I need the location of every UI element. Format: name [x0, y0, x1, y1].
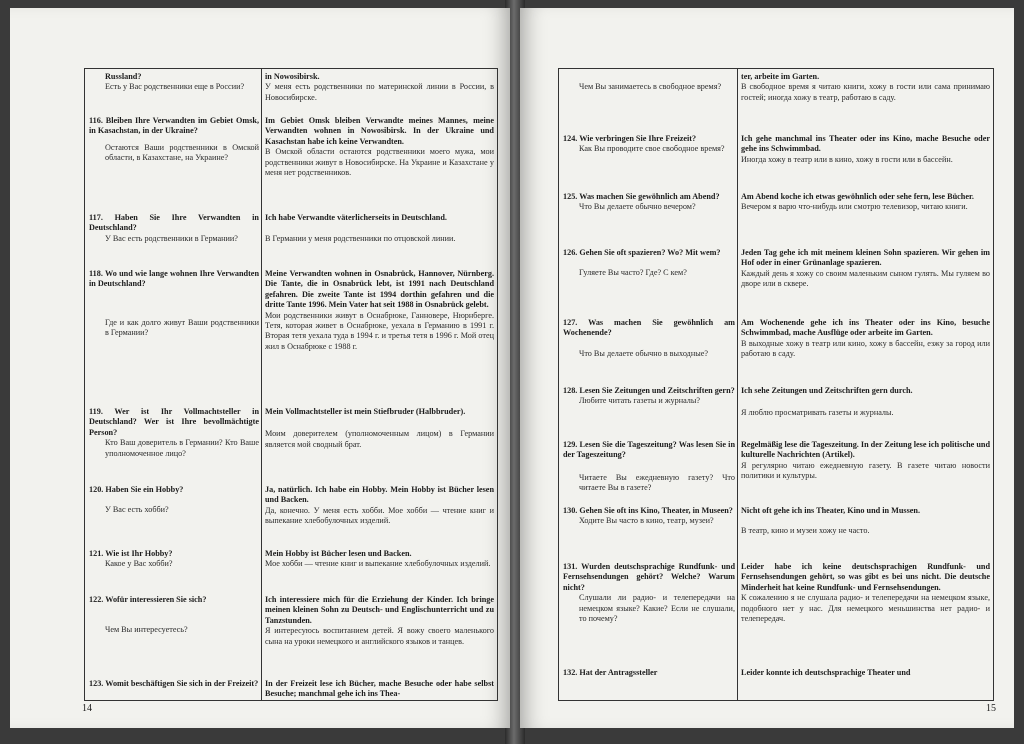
answer-ru: Мои родственники живут в Оснабрюке, Ганновере, Нюрнберге. Тетя, которая живет в Оснабрюке, уехала в Германию в 1991 г. Вторая тетя уехала туда в 1994 г. и третья тетя в 1996 г. Мой отец жил в Оснабрюке с 1988 г.: [265, 310, 494, 351]
question-ru: Чем Вы интересуетесь?: [105, 625, 188, 635]
question-de: 126. Gehen Sie oft spazieren? Wo? Mit wem?: [563, 248, 721, 257]
answer-de: Ich habe Verwandte väterlicherseits in Deutschland.: [265, 213, 447, 222]
answer-ru: Иногда хожу в театр или в кино, хожу в гости или в бассейн.: [741, 154, 953, 164]
answer-de: Mein Hobby ist Bücher lesen und Backen.: [265, 549, 412, 558]
table-row: [559, 386, 993, 440]
question-ru: Ходите Вы часто в кино, театр, музеи?: [579, 516, 714, 526]
answer-de: Am Wochenende gehe ich ins Theater oder ins Kino, besuche Schwimmbad, mache Ausflüge oder arbeite im Garten.: [741, 318, 990, 338]
answer-de: Mein Vollmachtsteller ist mein Stiefbruder (Halbbruder).: [265, 407, 466, 416]
question-ru: Чем Вы занимаетесь в свободное время?: [579, 82, 722, 91]
question-de: 128. Lesen Sie Zeitungen und Zeitschriften gern?: [563, 386, 735, 395]
page-number: 15: [986, 703, 996, 714]
answer-de: Am Abend koche ich etwas gewöhnlich oder sehe fern, lese Bücher.: [741, 192, 974, 201]
answer-de: Nicht oft gehe ich ins Theater, Kino und in Mussen.: [741, 506, 921, 515]
question-de: 120. Haben Sie ein Hobby?: [89, 485, 184, 494]
question-de: 119. Wer ist Ihr Vollmachtsteller in Deutschland? Wer ist Ihre bevollmächtigte Person?: [89, 407, 259, 437]
answer-ru: В Германии у меня родственники по отцовской линии.: [265, 234, 456, 244]
table-row: [85, 213, 497, 269]
table-row: [85, 407, 497, 485]
answer-de: In der Freizeit lese ich Bücher, mache Besuche oder habe selbst Besuche; manchmal gehe ich ins Thea-: [265, 679, 494, 699]
question-de: Russland?: [105, 72, 142, 81]
table-row: [559, 440, 993, 506]
table-row: [559, 562, 993, 668]
answer-ru: Каждый день я хожу со своим маленьким сыном гулять. Мы гуляем во дворе или в сквере.: [741, 268, 990, 289]
answer-ru: В Омской области остаются родственники моего мужа, мои родственники живут в Новосибирске. На Украине и Казахстане у меня нет родственников.: [265, 147, 494, 178]
question-ru: У Вас есть родственники в Германии?: [105, 233, 238, 243]
question-ru: Какое у Вас хобби?: [105, 559, 173, 569]
answer-ru: Да, конечно. У меня есть хобби. Мое хобби — чтение книг и выпекание хлебобулочных изделий.: [265, 505, 494, 526]
question-de: 132. Hat der Antragssteller: [563, 668, 658, 677]
table-row: [559, 248, 993, 318]
table-row: [559, 506, 993, 562]
question-ru: Есть у Вас родственники еще в России?: [105, 82, 245, 92]
answer-de: Meine Verwandten wohnen in Osnabrück, Hannover, Nürnberg. Die Tante, die in Osnabrück lebt, ist 1991 nach Deutschland gefahren. Die zweite Tante ist 1994 dorthin gefahren und die dritte Tante 1996. Mein Vater hat seit 1988 in Osnabrück gelebt.: [265, 269, 494, 310]
question-ru: Читаете Вы ежедневную газету? Что читаете Вы в газете?: [579, 472, 735, 493]
question-de: 117. Haben Sie Ihre Verwandten in Deutschland?: [89, 213, 259, 233]
question-ru: Что Вы делаете обычно вечером?: [579, 202, 696, 212]
right-table: [558, 68, 994, 701]
table-row: [559, 668, 993, 688]
question-de: 130. Gehen Sie oft ins Kino, Theater, in Museen?: [563, 506, 733, 515]
question-ru: Где и как долго живут Ваши родственники в Германии?: [105, 317, 259, 338]
question-de: 131. Wurden deutschsprachige Rundfunk- und Fernsehsendungen gehört? Welche? Warum nicht?: [563, 562, 735, 592]
answer-ru: Моим доверителем (уполномоченным лицом) в Германии является мой сводный брат.: [265, 429, 494, 449]
answer-de: Ich interessiere mich für die Erziehung der Kinder. Ich bringe meinen kleinen Sohn zu Deutsch- und Englischunterricht und zu Tanzstunden.: [265, 595, 494, 625]
question-de: 124. Wie verbringen Sie Ihre Freizeit?: [563, 134, 697, 143]
table-row: [85, 485, 497, 549]
answer-de: Regelmäßig lese die Tageszeitung. In der Zeitung lese ich politische und kulturelle Nachrichten (Artikel).: [741, 440, 990, 460]
answer-de: ter, arbeite im Garten.: [741, 72, 820, 81]
question-de: 123. Womit beschäftigen Sie sich in der Freizeit?: [89, 679, 259, 688]
table-row: [85, 595, 497, 679]
answer-ru: В театр, кино и музеи хожу не часто.: [741, 526, 870, 536]
answer-ru: К сожалению я не слушала радио- и телепередачи на немецком языке, подобного нет у нас. Для немецкого меньшинства нет радио- и телепередач.: [741, 593, 990, 624]
answer-ru: Я регулярно читаю ежедневную газету. В газете читаю новости политики и культуры.: [741, 460, 990, 481]
question-ru: Слушали ли радио- и телепередачи на немецком языке? Какие? Если не слушали, то почему?: [579, 593, 735, 624]
table-row: [85, 269, 497, 407]
answer-de: Ich sehe Zeitungen und Zeitschriften gern durch.: [741, 386, 913, 395]
question-de: 118. Wo und wie lange wohnen Ihre Verwandten in Deutschland?: [89, 269, 259, 289]
answer-de: in Nowosibirsk.: [265, 72, 320, 81]
question-de: 116. Bleiben Ihre Verwandten im Gebiet Omsk, in Kasachstan, in der Ukraine?: [89, 116, 259, 136]
answer-ru: В свободное время я читаю книги, хожу в гости или сама принимаю гостей; иногда хожу в театр, работаю в саду.: [741, 82, 990, 102]
question-de: 125. Was machen Sie gewöhnlich am Abend?: [563, 192, 720, 201]
question-de: 121. Wie ist Ihr Hobby?: [89, 549, 173, 558]
question-ru: Как Вы проводите свое свободное время?: [579, 144, 725, 154]
table-row: [559, 192, 993, 248]
answer-de: Jeden Tag gehe ich mit meinem kleinen Sohn spazieren. Wir gehen im Hof oder in einer Grünanlage spazieren.: [741, 248, 990, 268]
question-ru: Гуляете Вы часто? Где? С кем?: [579, 268, 687, 278]
table-row: [559, 318, 993, 386]
page-number: 14: [82, 703, 92, 714]
question-de: 129. Lesen Sie die Tageszeitung? Was lesen Sie in der Tageszeitung?: [563, 440, 735, 460]
right-page: [520, 8, 1014, 728]
question-ru: Остаются Ваши родственники в Омской области, в Казахстане, на Украине?: [105, 142, 259, 163]
question-ru: Кто Ваш доверитель в Германии? Кто Ваше уполномоченное лицо?: [105, 438, 259, 458]
answer-ru: Мое хобби — чтение книг и выпекание хлебобулочных изделий.: [265, 559, 491, 569]
answer-de: Leider habe ich keine deutschsprachigen Rundfunk- und Fernsehsendungen gehört, so was gibt es bei uns nicht. Die deutsche Minderheit hat keine Rundfunk- und Fernsehsendungen.: [741, 562, 990, 592]
answer-de: Ja, natürlich. Ich habe ein Hobby. Mein Hobby ist Bücher lesen und Backen.: [265, 485, 494, 505]
answer-de: Leider konnte ich deutschsprachige Theater und: [741, 668, 911, 677]
table-row: [85, 549, 497, 595]
question-ru: Любите читать газеты и журналы?: [579, 396, 701, 406]
answer-ru: Я интересуюсь воспитанием детей. Я вожу своего маленького сына на уроки немецкого и английского языков и танцев.: [265, 626, 494, 646]
question-ru: У Вас есть хобби?: [105, 505, 169, 515]
table-row: [85, 679, 497, 701]
question-ru: Что Вы делаете обычно в выходные?: [579, 348, 708, 358]
answer-ru: Я люблю просматривать газеты и журналы.: [741, 408, 894, 418]
answer-ru: У меня есть родственники по материнской линии в России, в Новосибирске.: [265, 82, 494, 102]
question-de: 127. Was machen Sie gewöhnlich am Wochenende?: [563, 318, 735, 338]
answer-de: Ich gehe manchmal ins Theater oder ins Kino, mache Besuche oder gehe ins Schwimmbad.: [741, 134, 990, 154]
answer-ru: В выходные хожу в театр или кино, хожу в бассейн, езжу за город или работаю в саду.: [741, 338, 990, 359]
table-row: [559, 72, 993, 134]
table-row: [559, 134, 993, 192]
table-row: [85, 72, 497, 116]
left-page: [10, 8, 510, 728]
table-row: [85, 116, 497, 213]
answer-de: Im Gebiet Omsk bleiben Verwandte meines Mannes, meine Verwandten wohnen in Nowosibirsk. In der Ukraine und Kasachstan habe ich keine Verwandten.: [265, 116, 494, 146]
question-de: 122. Wofür interessieren Sie sich?: [89, 595, 207, 604]
left-table: [84, 68, 498, 701]
answer-ru: Вечером я варю что-нибудь или смотрю телевизор, читаю книги.: [741, 202, 968, 212]
